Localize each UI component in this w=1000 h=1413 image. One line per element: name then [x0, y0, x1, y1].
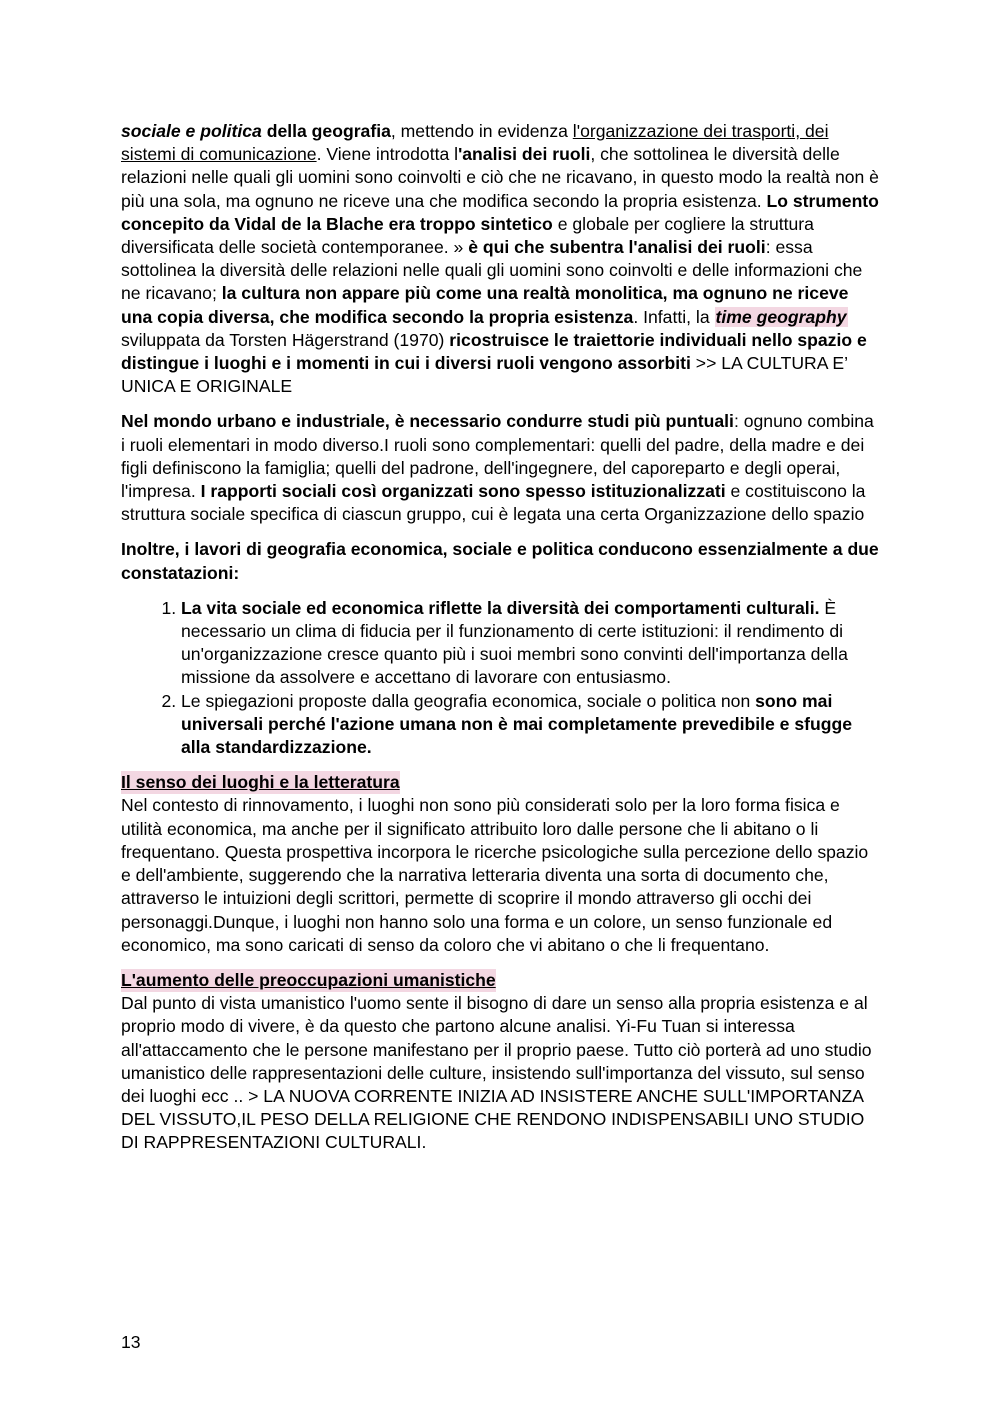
text: : essa sottolinea la diversità delle relazioni nelle quali gli uomini sono coinvolti e delle informazioni che ne ricavano; — [121, 237, 863, 304]
section-body: Nel contesto di rinnovamento, i luoghi non sono più considerati solo per la loro forma fisica e utilità economica, ma anche per il significato attribuito loro dalle persone che li abitano o li frequentano. Questa prospettiva incorpora le ricerche psicologiche sulla percezione dello spazio e dell'ambiente, suggerendo che la narrativa letteraria diventa una sorta di documento che, attraverso le intuizioni degli scrittori, permette di scoprire il mondo attraverso gli occhi dei personaggi.Dunque, i luoghi non hanno solo una forma e un colore, un senso funzionale ed economico, ma sono caricati di senso da coloro che vi abitano o che li frequentano. — [121, 795, 869, 955]
list-item — [181, 597, 881, 690]
text-bold: sono mai universali perché l'azione umana non è mai completamente prevedibile e sfugge alla standardizzazione. — [181, 690, 852, 758]
text-bold: della geografia — [261, 121, 391, 141]
text-bold: I rapporti sociali così organizzati sono spesso istituzionalizzati — [200, 481, 726, 502]
paragraph-roles-analysis — [121, 120, 881, 398]
text-underlined: l'organizzazione dei trasporti, dei sistemi di comunicazione — [121, 121, 829, 165]
text: , mettendo in evidenza — [390, 121, 573, 141]
text: . Viene introdotta l — [316, 144, 459, 165]
text-bold: ricostruisce le traiettorie individuali nello spazio e distingue i luoghi e i momenti in cui i diversi ruoli vengono assorbiti — [121, 329, 867, 374]
section-heading: Il senso dei luoghi e la letteratura — [121, 771, 400, 794]
paragraph-urban-world — [121, 410, 881, 526]
text: e costituiscono la struttura sociale specifica di ciascun gruppo, cui è legata una certa Organizzazione dello spazio — [121, 481, 866, 525]
text: e globale per cogliere la struttura diversificata delle società contemporanee. » — [121, 213, 814, 258]
section-body: Dal punto di vista umanistico l'uomo sente il bisogno di dare un senso alla propria esistenza e al proprio modo di vivere, è da questo che partono alcune analisi. Yi-Fu Tuan si interessa all'attaccamento che le persone manifestano per il proprio paese. Tutto ciò porterà ad uno studio umanistico delle rappresentazioni delle culture, insistendo sull'importanza del vissuto, sul senso dei luoghi ecc .. > LA NUOVA CORRENTE INIZIA AD INSISTERE ANCHE SULL'IMPORTANZA DEL VISSUTO,IL PESO DELLA RELIGIONE CHE RENDONO INDISPENSABILI UNO STUDIO DI RAPPRESENTAZIONI CULTURALI. — [121, 993, 872, 1153]
page-number: 13 — [121, 1332, 141, 1352]
section-heading: L'aumento delle preoccupazioni umanistiche — [121, 969, 496, 992]
highlighted-term: time geography — [715, 306, 847, 327]
text-bold: Inoltre, i lavori di geografia economica, sociale e politica conducono essenzialmente a due constatazioni: — [121, 539, 879, 583]
document-page — [121, 120, 881, 1167]
text: sviluppata da Torsten Hägerstrand (1970) — [121, 329, 450, 350]
text: >> LA CULTURA E’ UNICA E ORIGINALE — [121, 353, 848, 397]
text-bold-italic: sociale e politica — [121, 121, 262, 141]
text-bold: la cultura non appare più come una realtà monolitica, ma ognuno ne riceve una copia diversa, che modifica secondo la propria esistenza — [121, 283, 849, 327]
findings-list — [121, 597, 881, 759]
text-bold: Nel mondo urbano e industriale, è necessario condurre studi più puntuali — [121, 411, 734, 432]
section-sense-of-places — [121, 771, 881, 957]
text: Le spiegazioni proposte dalla geografia economica, sociale o politica non — [181, 690, 756, 711]
text: , che sottolinea le diversità delle relazioni nelle quali gli uomini sono coinvolti e ciò che ne ricavano, in questo modo la realtà non è più una sola, ma ognuno ne riceve una che modifica secondo la propria esistenza. — [121, 144, 879, 211]
section-humanistic-concerns — [121, 969, 881, 1155]
text-bold: La vita sociale ed economica riflette la diversità dei comportamenti culturali. — [181, 597, 820, 618]
text-bold: Lo strumento concepito da Vidal de la Blache era troppo sintetico — [121, 190, 879, 234]
text: : ognuno combina i ruoli elementari in modo diverso.I ruoli sono complementari: quelli del padre, della madre e dei figli definiscono la famiglia; quelli del padrone, dell'ingegnere, del caporeparto e degli operai, l'impresa. — [121, 411, 874, 502]
text-bold: 'analisi dei ruoli — [458, 144, 591, 165]
text: . Infatti, la — [633, 306, 715, 327]
text: È necessario un clima di fiducia per il funzionamento di certe istituzioni: il rendimento di un'organizzazione cresce quanto più i suoi membri sono convinti dell'importanza della missione da assolvere e accettano di lavorare con entusiasmo. — [181, 597, 848, 688]
text-bold: è qui che subentra l'analisi dei ruoli — [468, 237, 766, 258]
list-item — [181, 690, 881, 760]
paragraph-two-findings — [121, 538, 881, 584]
